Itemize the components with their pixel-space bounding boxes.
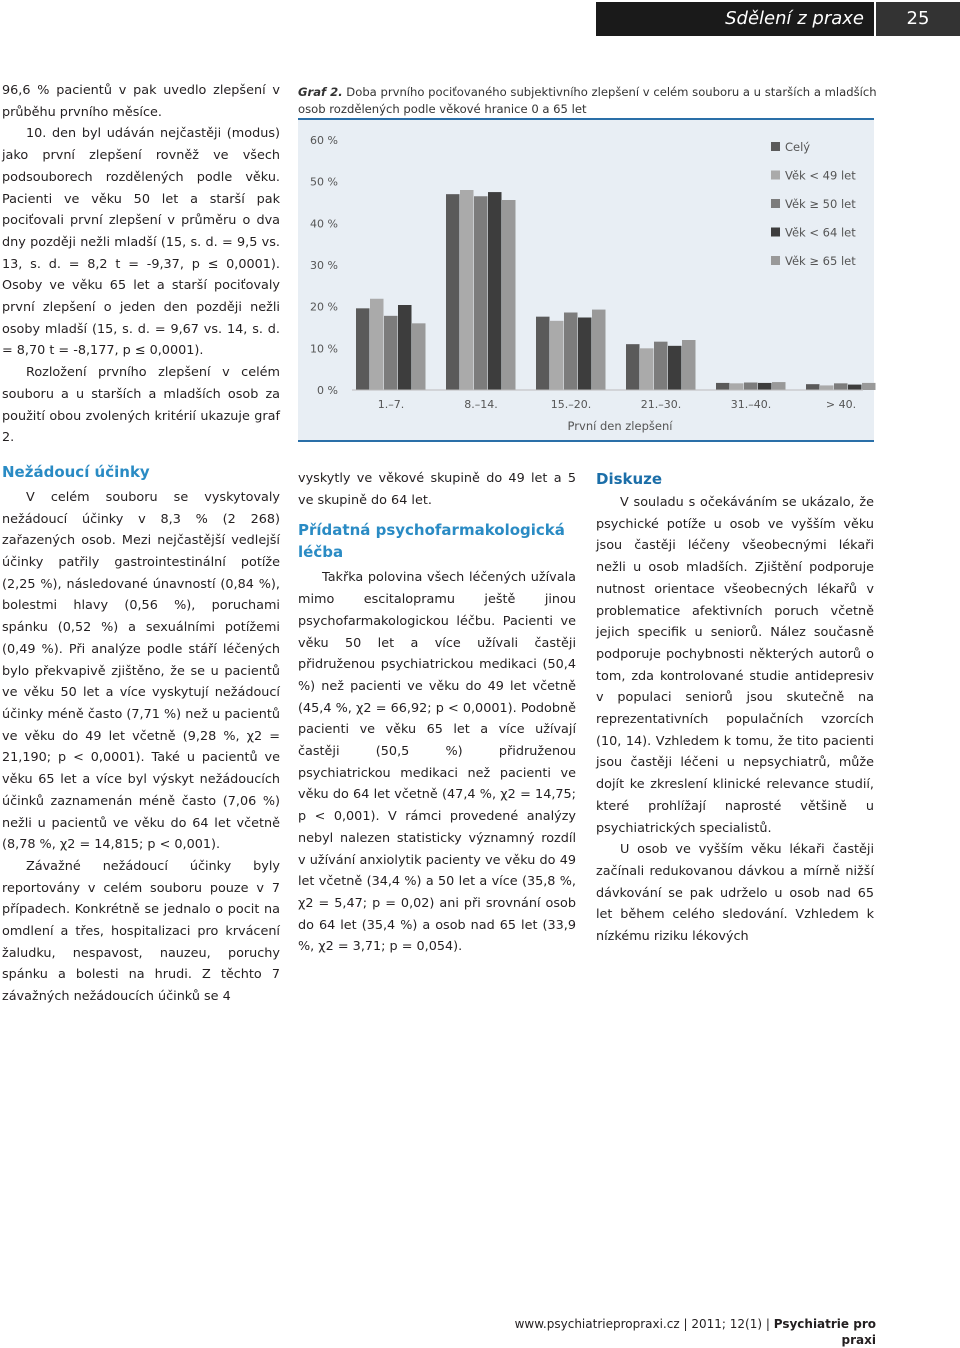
bar: [398, 305, 412, 390]
bar: [862, 383, 876, 390]
x-tick-label: 31.–40.: [730, 398, 772, 411]
figure-caption: [298, 84, 878, 118]
bar: [772, 382, 786, 390]
page-number: 25: [876, 2, 960, 36]
y-tick-label: 0 %: [317, 384, 338, 397]
x-tick-label: 21.–30.: [640, 398, 682, 411]
x-tick-label: > 40.: [825, 398, 857, 411]
bar: [536, 317, 550, 390]
legend-swatch: [771, 256, 780, 265]
paragraph: 96,6 % pacientů v pak uvedlo zlepšení v průběhu prvního měsíce.: [2, 83, 280, 120]
bar: [356, 308, 370, 390]
y-tick-label: 20 %: [310, 300, 338, 314]
y-tick-label: 50 %: [310, 175, 338, 189]
legend-label: Věk < 49 let: [785, 168, 856, 183]
bar: [384, 316, 398, 390]
bar: [502, 200, 516, 390]
paragraph: V souladu s očekáváním se ukázalo, že psychické potíže u osob ve vyšším věku jsou častěji léčeny všeobecnými lékaři nežli u osob mladších. Zjištění podporuje nutnost orientace všeobecných lékařů v problematice afektivních poruch včetně jejich specifik u seniorů. Nález současně podporuje pochybnosti některých autorů o tom, zda kontrolované studie antidepresiv v populaci seniorů jsou skutečně na reprezentativních populačních vzorcích (10, 14). Vzhledem k tomu, že tito pacienti jsou častěji léčeni u nepsychiatrů, může dojít ke zkreslení klinické relevance studií, které prohlížají naprosté většině u psychiatrických specialistů.: [596, 495, 874, 836]
bar: [488, 192, 502, 390]
bar: [834, 383, 848, 390]
x-tick-label: 8.–14.: [464, 398, 498, 411]
legend-label: Celý: [785, 140, 811, 154]
footer-issue: 2011; 12(1): [691, 1317, 763, 1331]
bar: [668, 346, 682, 390]
bar: [578, 318, 592, 391]
bar: [446, 194, 460, 390]
legend-label: Věk < 64 let: [785, 225, 856, 240]
running-header-section: Sdělení z praxe: [596, 2, 874, 36]
y-tick-label: 60 %: [310, 134, 338, 147]
bar: [716, 383, 730, 390]
bar: [550, 321, 564, 390]
bar: [370, 299, 384, 390]
footer-separator: |: [765, 1317, 770, 1331]
text-column-1: [2, 80, 280, 1008]
y-tick-label: 30 %: [310, 259, 338, 272]
bar: [412, 323, 426, 390]
legend-label: Věk ≥ 65 let: [785, 254, 856, 268]
text-column-3: [596, 468, 874, 948]
y-tick-label: 40 %: [310, 217, 338, 231]
text-column-2: [298, 468, 576, 958]
legend-swatch: [771, 199, 780, 208]
paragraph: 10. den byl udáván nejčastěji (modus) jako první zlepšení rovněž ve všech podsouborech rozdělených podle věku. Pacienti ve věku 50 let a starší pak pociťovali první zlepšení v průměru o dva dny později nežli mladší (15, s. d. = 9,5 vs. 13, s. d. = 8,2 t = -9,37, p ≤ 0,0001). Osoby ve věku 65 let a starší pociťovaly první zlepšení o jeden den později nežli osoby mladší (15, s. d. = 9,67 vs. 14, s. d. = 8,70 t = -8,177, p ≤ 0,0001).: [2, 126, 280, 359]
x-axis-label: První den zlepšení: [567, 419, 673, 433]
bar: [820, 385, 834, 390]
paragraph: Závažné nežádoucí účinky byly reportovány v celém souboru pouze v 7 případech. Konkrétně se jednalo o pocit na omdlení a třes, hospitalizaci pro krvácení žaludku, nespavost, nauzeu, poruchy spánku a bolesti na hrudi. Z těchto 7 závažných nežádoucích účinků se 4: [2, 858, 280, 1005]
paragraph: Takřka polovina všech léčených užívala mimo escitalopramu ještě jinou psychofarmakologickou léčbu. Pacienti ve věku 50 let a více užívali častěji přidruženou psychiatrickou medikaci (50,4 %) než pacienti ve věku do 49 let včetně (45,4 %, χ2 = 66,92; p < 0,0001). Podobně pacienti ve věku 65 let a více užívají častěji (50,5 %) přidruženou psychiatrickou medikaci než pacienti ve věku do 64 let včetně (47,4 %, χ2 = 14,75; p < 0,001). V rámci provedené analýzy nebyl nalezen statisticky významný rozdíl v užívání anxiolytik pacienty ve věku do 49 let včetně (34,4 %) a 50 let a více (35,8 %, χ2 = 5,47; p = 0,02) ani při srovnání osob do 64 let (35,4 %) a osob nad 65 let (33,9 %, χ2 = 3,71; p = 0,054).: [298, 570, 576, 955]
bar: [758, 383, 772, 390]
figure-caption-text: Doba prvního pociťovaného subjektivního zlepšení v celém souboru a u starších a mladších osob rozdělených podle věkové hranice 0 a 65 let: [298, 85, 877, 116]
paragraph: V celém souboru se vyskytovaly nežádoucí účinky v 8,3 % (2 268) zařazených osob. Mezi nejčastější vedlejší účinky patřily gastrointestinální potíže (2,25 %), následované únavností (0,84 %), bolestmi hlavy (0,56 %), poruchami spánku (0,52 %) a sexuálními potížemi (0,49 %). Při analýze podle stáří léčených bylo překvapivě zjištěno, že se u pacientů ve věku 50 let a více vyskytují nežádoucí účinky méně často (7,71 %) než u pacientů ve věku do 49 let včetně (9,28 %, χ2 = 21,190; p < 0,0001). Také u pacientů ve věku 65 let a více byl výskyt nežádoucích účinků zaznamenán méně často (7,06 %) nežli u pacientů ve věku do 64 let včetně (8,78 %, χ2 = 14,815; p < 0,001).: [2, 489, 280, 853]
bar: [460, 190, 474, 390]
bar: [806, 384, 820, 390]
paragraph: vyskytly ve věkové skupině do 49 let a 5 ve skupině do 64 let.: [298, 471, 576, 508]
page-footer: [484, 1316, 876, 1348]
bar: [682, 340, 696, 390]
bar: [640, 348, 654, 390]
legend-swatch: [771, 171, 780, 180]
bar: [654, 342, 668, 390]
figure-label: Graf 2.: [298, 85, 343, 99]
y-tick-label: 10 %: [310, 342, 338, 356]
bar-chart: [298, 118, 874, 442]
section-heading: Přídatná psychofarmakologická léčba: [298, 521, 565, 562]
bar: [474, 196, 488, 390]
bar: [848, 385, 862, 390]
section-heading: Diskuze: [596, 470, 663, 488]
footer-journal: Psychiatrie pro praxi: [773, 1317, 876, 1347]
bar-chart-svg: [298, 120, 874, 440]
bar: [730, 383, 744, 390]
bar: [626, 344, 640, 390]
bar: [744, 383, 758, 391]
legend-swatch: [771, 142, 780, 151]
bar: [592, 310, 606, 390]
section-heading: Nežádoucí účinky: [2, 462, 150, 481]
x-tick-label: 15.–20.: [550, 398, 592, 411]
legend-swatch: [771, 228, 780, 237]
footer-url: www.psychiatriepropraxi.cz: [514, 1317, 680, 1331]
bar: [564, 313, 578, 391]
paragraph: U osob ve vyšším věku lékaři častěji začínali redukovanou dávkou a mírně nižší dávkování se pak udrželo u osob nad 65 let během celého sledování. Vzhledem k nízkému riziku lékových: [596, 842, 874, 945]
legend-label: Věk ≥ 50 let: [785, 197, 856, 211]
x-tick-label: 1.–7.: [377, 398, 405, 411]
footer-separator: |: [683, 1317, 688, 1331]
paragraph: Rozložení prvního zlepšení v celém souboru a u starších a mladších osob za použití obou zvolených kritérií ukazuje graf 2.: [2, 365, 280, 446]
